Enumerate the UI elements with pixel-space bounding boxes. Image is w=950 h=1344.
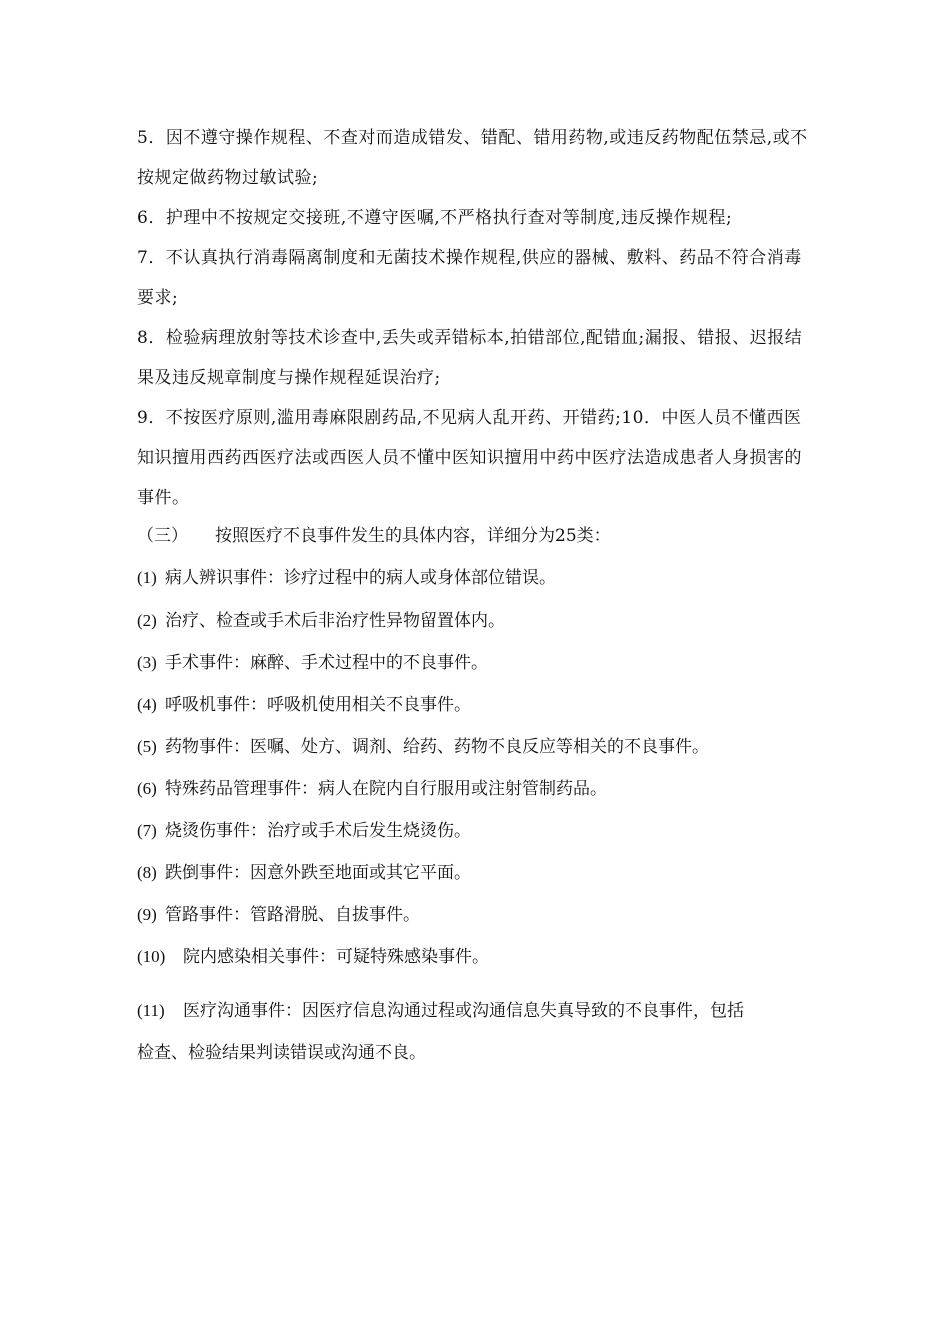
list-item-text: 跌倒事件：因意外跌至地面或其它平面。 xyxy=(165,863,471,883)
list-item-number: (5) xyxy=(137,737,157,756)
list-item-number: (10) xyxy=(137,947,166,966)
list-item xyxy=(137,861,837,885)
paragraph-item-9: 9．不按医疗原则,滥用毒麻限剧药品,不见病人乱开药、开错药;10．中医人员不懂西医知识擅用西药西医疗法或西医人员不懂中医知识擅用中药中医疗法造成患者人身损害的事件。 xyxy=(137,408,802,508)
list-item xyxy=(137,693,837,717)
list-item-number: (2) xyxy=(137,611,157,630)
list-item xyxy=(137,777,837,801)
list-item-text: 特殊药品管理事件：病人在院内自行服用或注射管制药品。 xyxy=(165,779,607,799)
list-item-text: 管路事件：管路滑脱、自拔事件。 xyxy=(165,905,420,925)
section-text: 按照医疗不良事件发生的具体内容，详细分为25类： xyxy=(215,526,611,546)
paragraph-item-7: 7．不认真执行消毒隔离制度和无菌技术操作规程,供应的器械、敷料、药品不符合消毒要求; xyxy=(137,248,802,308)
list-item xyxy=(137,566,837,590)
list-item-text: 呼吸机事件：呼吸机使用相关不良事件。 xyxy=(165,695,471,715)
list-item-text: 药物事件：医嘱、处方、调剂、给药、药物不良反应等相关的不良事件。 xyxy=(165,737,709,757)
list-item-text: 治疗、检查或手术后非治疗性异物留置体内。 xyxy=(165,611,505,631)
list-item xyxy=(137,735,837,759)
list-item-text: 病人辨识事件：诊疗过程中的病人或身体部位错误。 xyxy=(165,568,556,588)
list-item-text: 院内感染相关事件：可疑特殊感染事件。 xyxy=(183,947,489,967)
list-item-number: (6) xyxy=(137,779,157,798)
list-item-number: (9) xyxy=(137,905,157,924)
list-item-number: (7) xyxy=(137,821,157,840)
list-item-number: (4) xyxy=(137,695,157,714)
list-item xyxy=(137,945,837,969)
list-item-11-continued: 检查、检验结果判读错误或沟通不良。 xyxy=(137,1043,426,1063)
section-heading-3 xyxy=(137,524,837,548)
paragraph-item-5: 5．因不遵守操作规程、不查对而造成错发、错配、错用药物,或违反药物配伍禁忌,或不按规定做药物过敏试验; xyxy=(137,128,808,188)
list-item-text: 医疗沟通事件：因医疗信息沟通过程或沟通信息失真导致的不良事件，包括 xyxy=(183,1001,744,1021)
list-item-number: (8) xyxy=(137,863,157,882)
list-item-number: (11) xyxy=(137,1001,165,1020)
paragraph-item-8: 8．检验病理放射等技术诊查中,丢失或弄错标本,拍错部位,配错血;漏报、错报、迟报结果及违反规章制度与操作规程延误治疗; xyxy=(137,328,803,388)
section-number: （三） xyxy=(137,526,188,546)
list-item-number: (1) xyxy=(137,568,157,587)
list-item-11 xyxy=(137,999,837,1023)
list-item xyxy=(137,819,837,843)
list-item-number: (3) xyxy=(137,653,157,672)
list-item xyxy=(137,651,837,675)
list-item xyxy=(137,903,837,927)
list-item-text: 烧烫伤事件：治疗或手术后发生烧烫伤。 xyxy=(165,821,471,841)
paragraph-item-6: 6．护理中不按规定交接班,不遵守医嘱,不严格执行查对等制度,违反操作规程; xyxy=(137,208,733,228)
list-item-text: 手术事件：麻醉、手术过程中的不良事件。 xyxy=(165,653,488,673)
list-item xyxy=(137,609,837,633)
